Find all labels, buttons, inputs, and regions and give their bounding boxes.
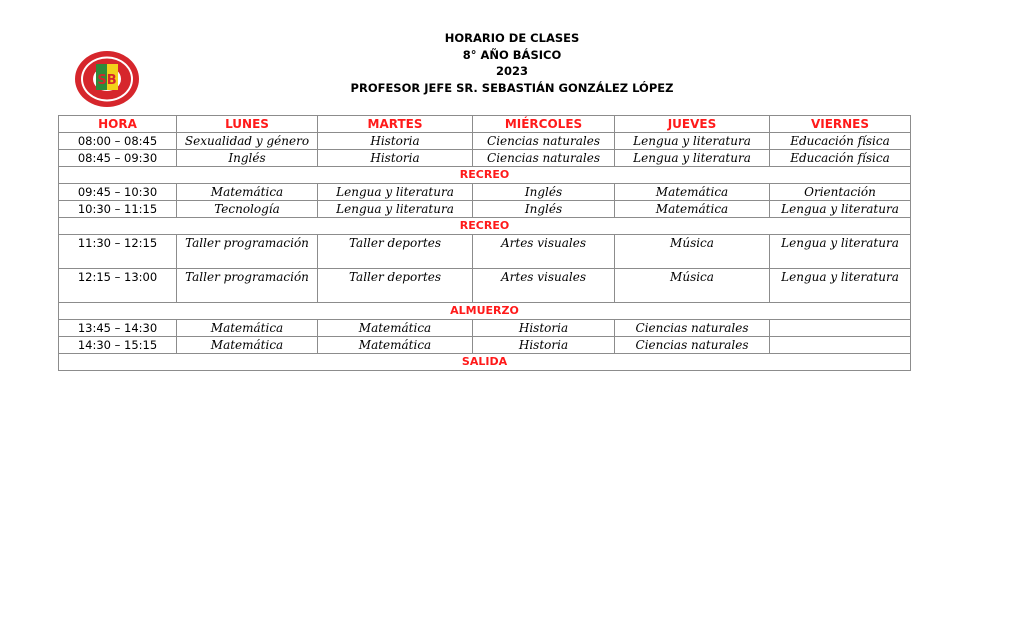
break-row <box>59 167 911 184</box>
school-logo <box>74 50 140 108</box>
col-header-lunes: LUNES <box>177 116 318 133</box>
subject-cell: Ciencias naturales <box>615 337 770 354</box>
doc-year: 2023 <box>495 64 528 78</box>
subject-cell: Artes visuales <box>473 235 615 269</box>
subject-cell: Orientación <box>770 184 911 201</box>
header-row <box>59 116 911 133</box>
logo-letters: SB <box>97 73 117 88</box>
subject-cell: Matemática <box>177 337 318 354</box>
schedule-table <box>58 115 911 371</box>
table-row <box>59 320 911 337</box>
time-cell: 11:30 – 12:15 <box>59 235 177 269</box>
subject-cell: Lengua y literatura <box>318 201 473 218</box>
break-row <box>59 354 911 371</box>
subject-cell: Inglés <box>177 150 318 167</box>
subject-cell: Matemática <box>318 337 473 354</box>
time-cell: 14:30 – 15:15 <box>59 337 177 354</box>
doc-title: HORARIO DE CLASES <box>444 31 580 45</box>
break-label: RECREO <box>59 218 911 235</box>
subject-cell: Inglés <box>473 201 615 218</box>
subject-cell: Matemática <box>615 184 770 201</box>
table-row <box>59 337 911 354</box>
subject-cell: Historia <box>318 150 473 167</box>
subject-cell: Historia <box>473 337 615 354</box>
time-cell: 09:45 – 10:30 <box>59 184 177 201</box>
doc-grade: 8° AÑO BÁSICO <box>462 47 562 62</box>
subject-cell: Taller deportes <box>318 269 473 303</box>
subject-cell: Lengua y literatura <box>770 235 911 269</box>
subject-cell: Lengua y literatura <box>615 150 770 167</box>
break-row <box>59 303 911 320</box>
table-row <box>59 133 911 150</box>
time-cell: 13:45 – 14:30 <box>59 320 177 337</box>
subject-cell: Historia <box>318 133 473 150</box>
document-header <box>0 30 1024 96</box>
subject-cell: Lengua y literatura <box>770 269 911 303</box>
subject-cell: Sexualidad y género <box>177 133 318 150</box>
subject-cell: Música <box>615 235 770 269</box>
table-row <box>59 235 911 269</box>
doc-teacher: PROFESOR JEFE SR. SEBASTIÁN GONZÁLEZ LÓPEZ <box>350 80 674 95</box>
subject-cell <box>770 337 911 354</box>
table-row <box>59 150 911 167</box>
break-label: ALMUERZO <box>59 303 911 320</box>
subject-cell: Inglés <box>473 184 615 201</box>
subject-cell: Matemática <box>318 320 473 337</box>
break-label: RECREO <box>59 167 911 184</box>
table-row <box>59 269 911 303</box>
break-row <box>59 218 911 235</box>
subject-cell: Taller programación <box>177 235 318 269</box>
subject-cell: Ciencias naturales <box>473 133 615 150</box>
table-row <box>59 184 911 201</box>
col-header-viernes: VIERNES <box>770 116 911 133</box>
time-cell: 12:15 – 13:00 <box>59 269 177 303</box>
subject-cell: Taller programación <box>177 269 318 303</box>
col-header-jueves: JUEVES <box>615 116 770 133</box>
table-row <box>59 201 911 218</box>
subject-cell: Tecnología <box>177 201 318 218</box>
col-header-hora: HORA <box>59 116 177 133</box>
subject-cell: Educación física <box>770 150 911 167</box>
subject-cell: Historia <box>473 320 615 337</box>
break-label: SALIDA <box>59 354 911 371</box>
subject-cell: Lengua y literatura <box>318 184 473 201</box>
time-cell: 08:00 – 08:45 <box>59 133 177 150</box>
subject-cell: Artes visuales <box>473 269 615 303</box>
subject-cell: Educación física <box>770 133 911 150</box>
subject-cell: Ciencias naturales <box>473 150 615 167</box>
subject-cell <box>770 320 911 337</box>
col-header-martes: MARTES <box>318 116 473 133</box>
time-cell: 08:45 – 09:30 <box>59 150 177 167</box>
subject-cell: Matemática <box>177 320 318 337</box>
subject-cell: Taller deportes <box>318 235 473 269</box>
subject-cell: Ciencias naturales <box>615 320 770 337</box>
time-cell: 10:30 – 11:15 <box>59 201 177 218</box>
subject-cell: Lengua y literatura <box>615 133 770 150</box>
subject-cell: Matemática <box>615 201 770 218</box>
col-header-miercoles: MIÉRCOLES <box>473 116 615 133</box>
subject-cell: Lengua y literatura <box>770 201 911 218</box>
subject-cell: Música <box>615 269 770 303</box>
subject-cell: Matemática <box>177 184 318 201</box>
